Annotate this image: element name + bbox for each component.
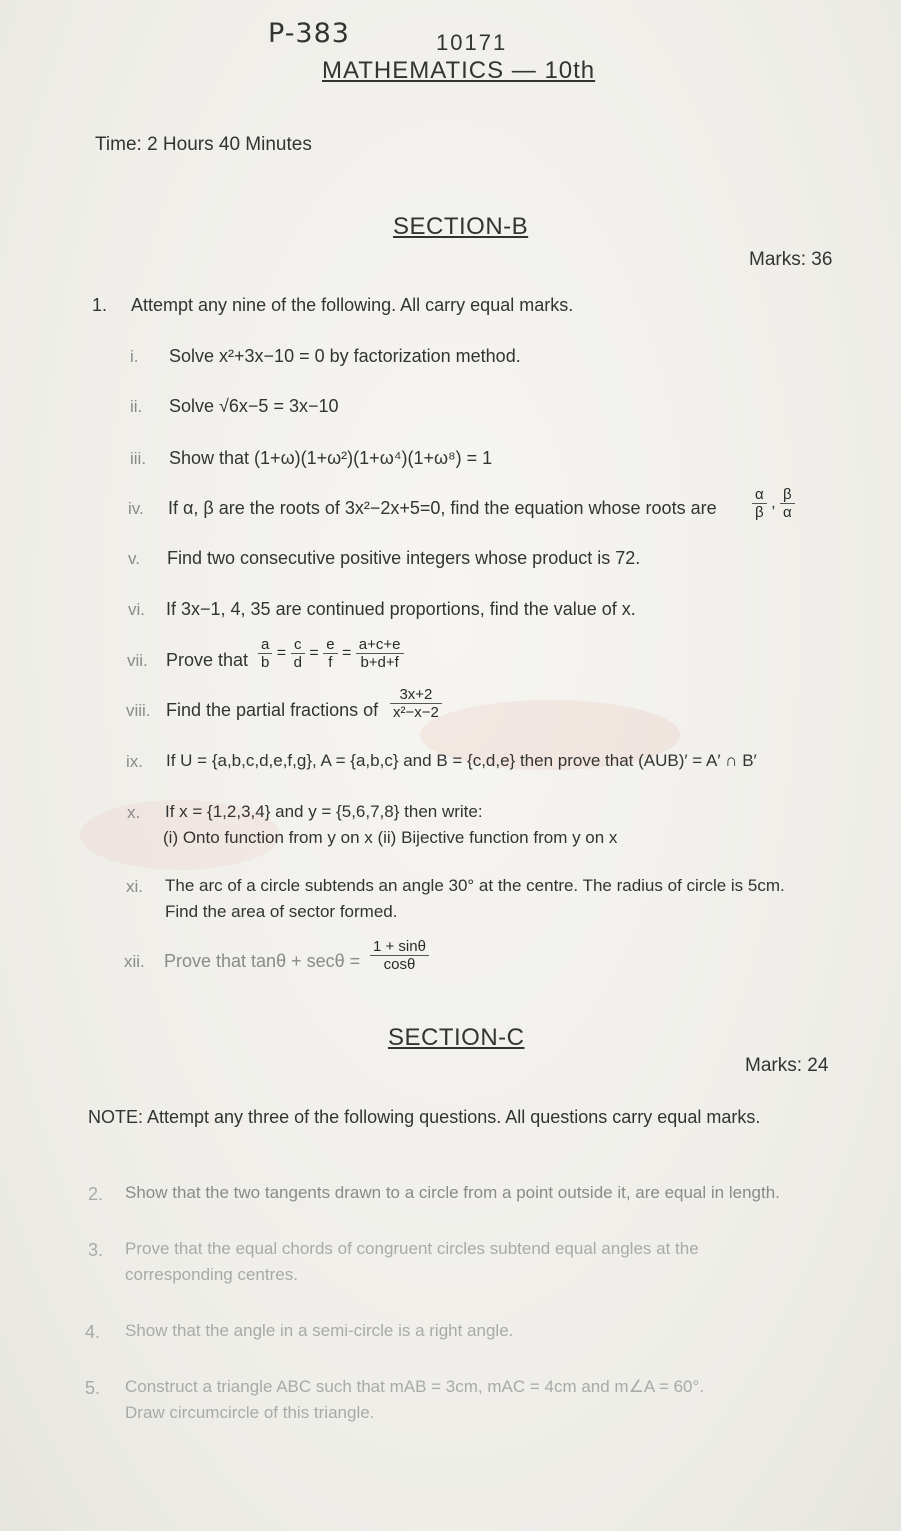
question-number: 4.	[85, 1322, 101, 1342]
item-text: If 3x−1, 4, 35 are continued proportions, find the value of x.	[166, 599, 636, 619]
section-c-heading: SECTION-C	[388, 1024, 525, 1051]
item-number: x.	[127, 803, 141, 822]
item-number: xii.	[124, 952, 145, 971]
item-number: viii.	[126, 701, 151, 720]
fraction-denominator: b+d+f	[360, 654, 399, 671]
fraction-numerator: 1 + sinθ	[370, 938, 429, 956]
item-number: iii.	[130, 449, 147, 468]
item-text: Prove that tanθ + secθ =	[164, 951, 361, 971]
item-number: iv.	[128, 499, 144, 518]
section-c-marks: Marks: 24	[745, 1055, 829, 1076]
fraction-denominator: b	[261, 654, 270, 671]
section-b-instruction: Attempt any nine of the following. All carry equal marks.	[131, 295, 574, 315]
question-number: 2.	[88, 1184, 104, 1204]
fraction-denominator: β	[755, 504, 764, 521]
item-number: vii.	[127, 651, 148, 670]
serial-number: 10171	[436, 30, 508, 55]
item-text: If U = {a,b,c,d,e,f,g}, A = {a,b,c} and B = {c,d,e} then prove that (AUB)′ = A′ ∩ B′	[166, 751, 757, 770]
fraction-numerator: α	[752, 486, 767, 504]
item-text-continued: Find the area of sector formed.	[165, 902, 398, 921]
item-text: Solve x²+3x−10 = 0 by factorization method.	[169, 346, 521, 366]
item-number: ii.	[130, 397, 143, 416]
section-b-marks: Marks: 36	[749, 249, 833, 270]
fraction-denominator: d	[293, 654, 302, 671]
item-text: If α, β are the roots of 3x²−2x+5=0, find the equation whose roots are	[168, 498, 717, 518]
roots-fractions: $\frac{\alpha}{\beta}$ , $\frac{\beta}{\alpha}$	[752, 486, 795, 521]
fraction-numerator: 3x+2	[390, 686, 442, 704]
fraction-numerator: β	[780, 486, 795, 504]
fraction-denominator: cosθ	[383, 956, 416, 973]
fraction-denominator: f	[328, 654, 333, 671]
item-text: The arc of a circle subtends an angle 30° at the centre. The radius of circle is 5cm.	[165, 876, 785, 895]
item-text-continued: (i) Onto function from y on x (ii) Bijective function from y on x	[163, 828, 618, 847]
fraction-numerator: a+c+e	[356, 636, 404, 654]
fraction-numerator: a	[258, 636, 272, 654]
fraction-numerator: c	[291, 636, 305, 654]
proportion-fractions: $\frac{a}{b}$ = $\frac{c}{d}$ = $\frac{e}{f}$ = $\frac{a+c+e}{b+d+f}$	[258, 636, 404, 671]
item-number: i.	[130, 347, 139, 366]
item-text: Find the partial fractions of	[166, 700, 379, 720]
item-number: v.	[128, 549, 140, 568]
item-number: ix.	[126, 752, 143, 771]
section-c-note: NOTE: Attempt any three of the following questions. All questions carry equal marks.	[88, 1107, 761, 1127]
paper-code: P-383	[268, 18, 350, 49]
question-text: Show that the two tangents drawn to a circle from a point outside it, are equal in length.	[125, 1183, 780, 1202]
item-text: If x = {1,2,3,4} and y = {5,6,7,8} then write:	[165, 802, 483, 821]
question-text-continued: corresponding centres.	[125, 1265, 298, 1284]
question-number: 5.	[85, 1378, 101, 1398]
exam-title: MATHEMATICS — 10th	[322, 57, 596, 84]
question-text: Prove that the equal chords of congruent circles subtend equal angles at the	[125, 1239, 699, 1258]
item-text: Find two consecutive positive integers whose product is 72.	[167, 548, 641, 568]
time-allowed: Time: 2 Hours 40 Minutes	[95, 134, 312, 155]
partial-fraction	[390, 686, 442, 721]
fraction-denominator: x²−x−2	[393, 704, 439, 721]
item-number: xi.	[126, 877, 143, 896]
question-text: Show that the angle in a semi-circle is a right angle.	[125, 1321, 514, 1340]
question-text: Construct a triangle ABC such that mAB = 3cm, mAC = 4cm and m∠A = 60°.	[125, 1377, 705, 1396]
item-text: Prove that	[166, 650, 249, 670]
question-number: 1.	[92, 295, 108, 315]
item-text: Show that (1+ω)(1+ω²)(1+ω⁴)(1+ω⁸) = 1	[169, 448, 493, 468]
question-text-continued: Draw circumcircle of this triangle.	[125, 1403, 375, 1422]
identity-fraction	[370, 938, 429, 973]
question-number: 3.	[88, 1240, 104, 1260]
section-b-heading: SECTION-B	[393, 213, 529, 240]
item-text: Solve √6x−5 = 3x−10	[169, 396, 339, 416]
fraction-denominator: α	[783, 504, 792, 521]
fraction-numerator: e	[323, 636, 337, 654]
item-number: vi.	[128, 600, 145, 619]
